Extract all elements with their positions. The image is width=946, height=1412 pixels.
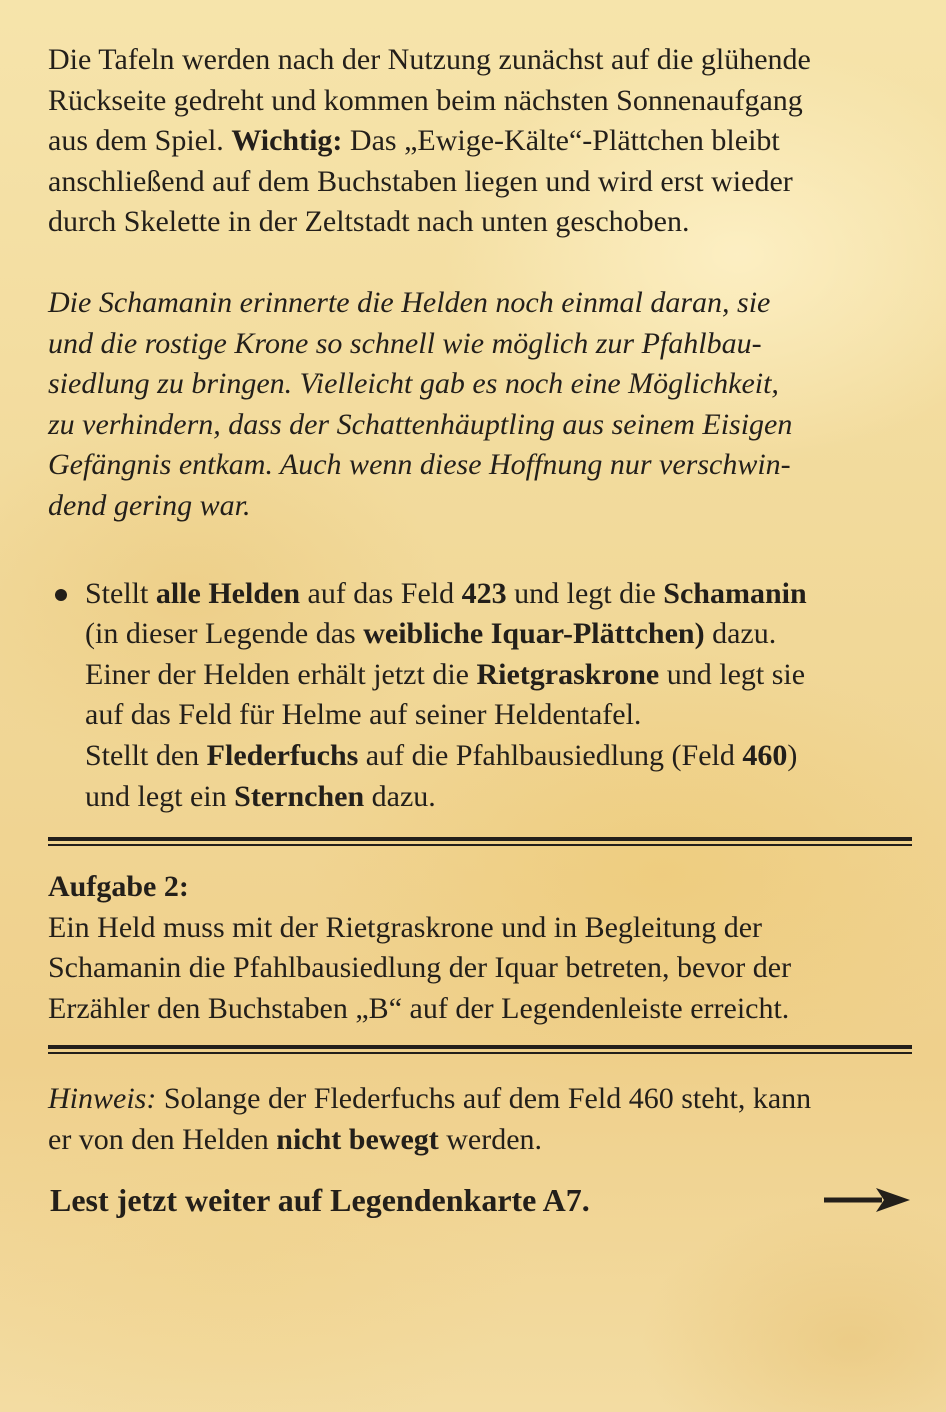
text-segment: dazu. (704, 617, 777, 651)
text-segment: (in dieser Legende das (85, 617, 364, 651)
text-segment: 460 (742, 738, 788, 772)
text-segment: und legt die (506, 576, 664, 610)
text-segment: Stellt den (85, 738, 207, 772)
text-line: durch Skelette in der Zeltstadt nach unten geschoben. (48, 205, 690, 239)
text-segment: er von den Helden (48, 1123, 277, 1157)
text-line: und die rostige Krone so schnell wie möglich zur Pfahlbau- (48, 326, 762, 360)
text-line: Gefängnis entkam. Auch wenn diese Hoffnung nur verschwin- (48, 448, 791, 482)
text-line (85, 736, 912, 777)
text-segment: 423 (461, 576, 507, 610)
text-segment: und legt ein (85, 779, 235, 813)
text-line: zu verhindern, dass der Schattenhäuptling aus seinem Eisigen (48, 407, 793, 441)
hint-label: Hinweis: (48, 1082, 157, 1116)
text-segment: alle Helden (155, 576, 300, 610)
text-line: siedlung zu bringen. Vielleicht gab es noch eine Möglichkeit, (48, 367, 779, 401)
text-segment: weibliche Iquar-Plättchen) (363, 617, 705, 651)
text-line: Erzähler den Buchstaben „B“ auf der Legendenleiste erreicht. (48, 991, 790, 1025)
right-arrow-icon (824, 1186, 910, 1214)
text-line: anschließend auf dem Buchstaben liegen und wird erst wieder (48, 164, 793, 198)
story-paragraph (48, 283, 912, 527)
text-segment: nicht bewegt (276, 1123, 439, 1157)
legend-card (48, 40, 912, 1161)
text-line (48, 1079, 912, 1120)
text-line: dend gering war. (48, 488, 251, 522)
continue-instruction (48, 1178, 912, 1222)
text-segment: und legt sie (659, 657, 806, 691)
important-label: Wichtig: (231, 124, 343, 158)
continue-text: Lest jetzt weiter auf Legendenkarte A7. (50, 1182, 590, 1218)
text-line (85, 614, 912, 655)
text-line: Die Tafeln werden nach der Nutzung zunächst auf die glühende (48, 43, 811, 76)
text-segment: Sternchen (234, 779, 365, 813)
text-line (48, 121, 912, 162)
setup-bullet (48, 574, 912, 818)
text-segment: aus dem Spiel. (48, 124, 232, 158)
text-line: Schamanin die Pfahlbausiedlung der Iquar betreten, bevor der (48, 951, 792, 985)
double-divider (48, 837, 912, 847)
bullet-icon (55, 589, 67, 601)
text-segment: Rietgraskrone (476, 657, 660, 691)
text-line (85, 655, 912, 696)
double-divider (48, 1045, 912, 1055)
text-segment: auf das Feld (300, 576, 462, 610)
text-line: Die Schamanin erinnerte die Helden noch einmal daran, sie (48, 285, 771, 319)
text-segment: Einer der Helden erhält jetzt die (85, 657, 477, 691)
text-line: auf das Feld für Helme auf seiner Heldentafel. (85, 698, 642, 732)
text-segment: Schamanin (663, 576, 807, 610)
task-heading: Aufgabe 2: (48, 870, 189, 904)
text-segment: ) (787, 738, 798, 772)
text-segment: dazu. (364, 779, 436, 813)
text-segment: Solange der Flederfuchs auf dem Feld 460 steht, kann (156, 1082, 812, 1116)
rules-paragraph (48, 40, 912, 243)
text-line (85, 777, 912, 818)
text-line: Ein Held muss mit der Rietgraskrone und in Begleitung der (48, 910, 763, 944)
text-line (48, 1120, 912, 1161)
text-segment: werden. (438, 1123, 543, 1157)
text-segment: Stellt (85, 576, 156, 610)
hint-paragraph (48, 1079, 912, 1160)
text-segment: Das „Ewige-Kälte“-Plättchen bleibt (342, 124, 780, 158)
task-box (48, 867, 912, 1029)
text-line: Rückseite gedreht und kommen beim nächsten Sonnenaufgang (48, 83, 803, 117)
text-segment: Flederfuchs (206, 738, 359, 772)
text-line (85, 574, 912, 615)
text-segment: auf die Pfahlbausiedlung (Feld (358, 738, 743, 772)
